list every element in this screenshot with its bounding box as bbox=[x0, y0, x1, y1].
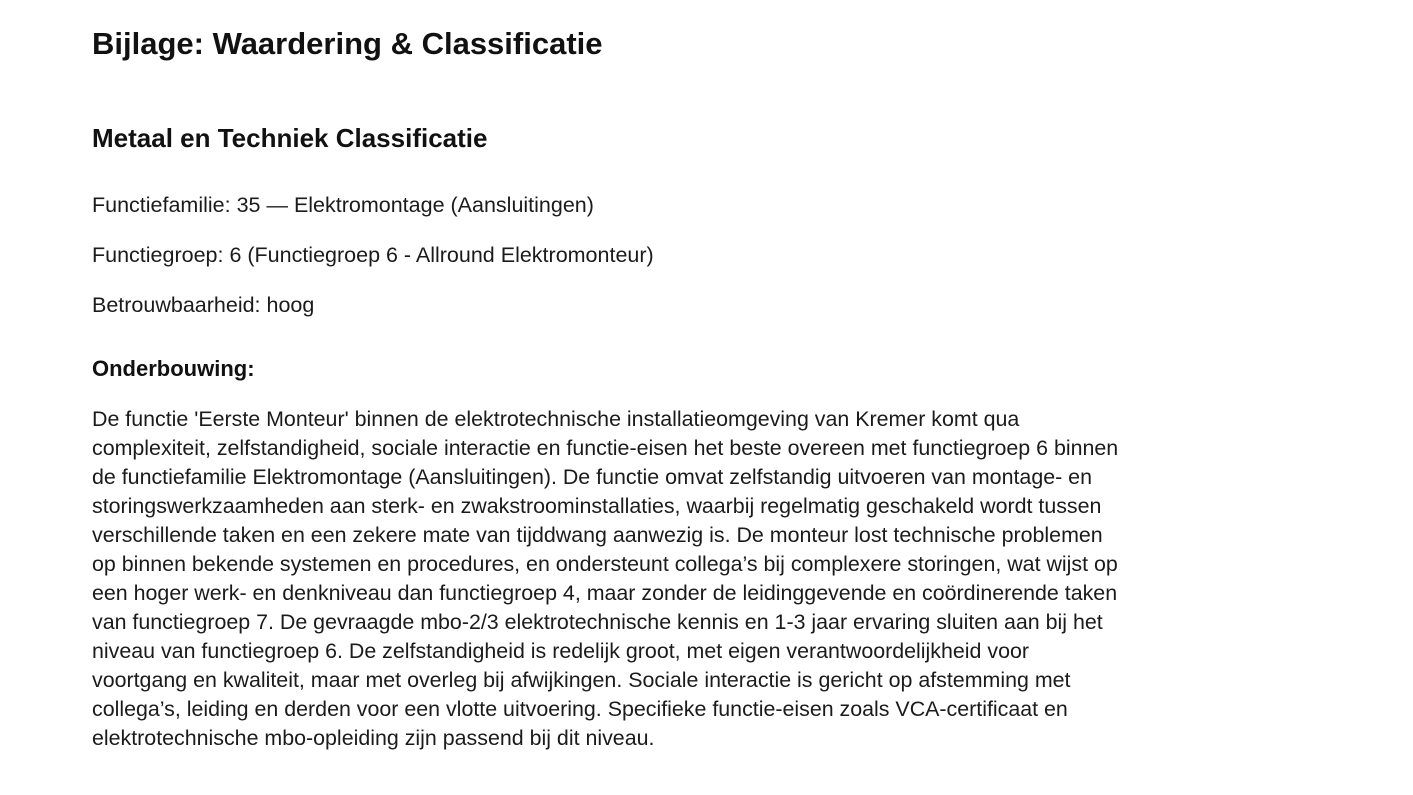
rationale-line: voortgang en kwaliteit, maar met overleg bij afwijkingen. Sociale interactie is gericht op afstemming met bbox=[92, 668, 1071, 692]
function-group: Functiegroep: 6 (Functiegroep 6 - Allround Elektromonteur) bbox=[92, 243, 654, 267]
rationale-line: collega’s, leiding en derden voor een vlotte uitvoering. Specifieke functie-eisen zoals VCA-certificaat en bbox=[92, 697, 1068, 721]
rationale-line: op binnen bekende systemen en procedures, en ondersteunt collega’s bij complexere storingen, wat wijst op bbox=[92, 552, 1118, 576]
rationale-line: complexiteit, zelfstandigheid, sociale interactie en functie-eisen het beste overeen met functiegroep 6 binnen bbox=[92, 436, 1119, 460]
rationale-line: van functiegroep 7. De gevraagde mbo-2/3 elektrotechnische kennis en 1-3 jaar ervaring sluiten aan bij het bbox=[92, 610, 1103, 634]
rationale-line: de functiefamilie Elektromontage (Aansluitingen). De functie omvat zelfstandig uitvoeren van montage- en bbox=[92, 465, 1092, 489]
rationale-heading: Onderbouwing: bbox=[92, 356, 255, 381]
rationale-line: storingswerkzaamheden aan sterk- en zwakstroominstallaties, waarbij regelmatig geschakeld wordt tussen bbox=[92, 494, 1102, 518]
rationale-line: een hoger werk- en denkniveau dan functiegroep 4, maar zonder de leidinggevende en coördinerende taken bbox=[92, 581, 1118, 605]
rationale-line: elektrotechnische mbo-opleiding zijn passend bij dit niveau. bbox=[92, 726, 655, 750]
rationale-line: De functie 'Eerste Monteur' binnen de elektrotechnische installatieomgeving van Kremer komt qua bbox=[92, 407, 1020, 431]
reliability: Betrouwbaarheid: hoog bbox=[92, 293, 315, 317]
section-title: Metaal en Techniek Classificatie bbox=[92, 123, 488, 153]
function-family: Functiefamilie: 35 — Elektromontage (Aansluitingen) bbox=[92, 193, 594, 217]
rationale-paragraph bbox=[92, 405, 1307, 753]
document-title: Bijlage: Waardering & Classificatie bbox=[92, 26, 603, 61]
rationale-line: niveau van functiegroep 6. De zelfstandigheid is redelijk groot, met eigen verantwoordelijkheid voor bbox=[92, 639, 1029, 663]
rationale-line: verschillende taken en een zekere mate van tijddwang aanwezig is. De monteur lost technische problemen bbox=[92, 523, 1103, 547]
